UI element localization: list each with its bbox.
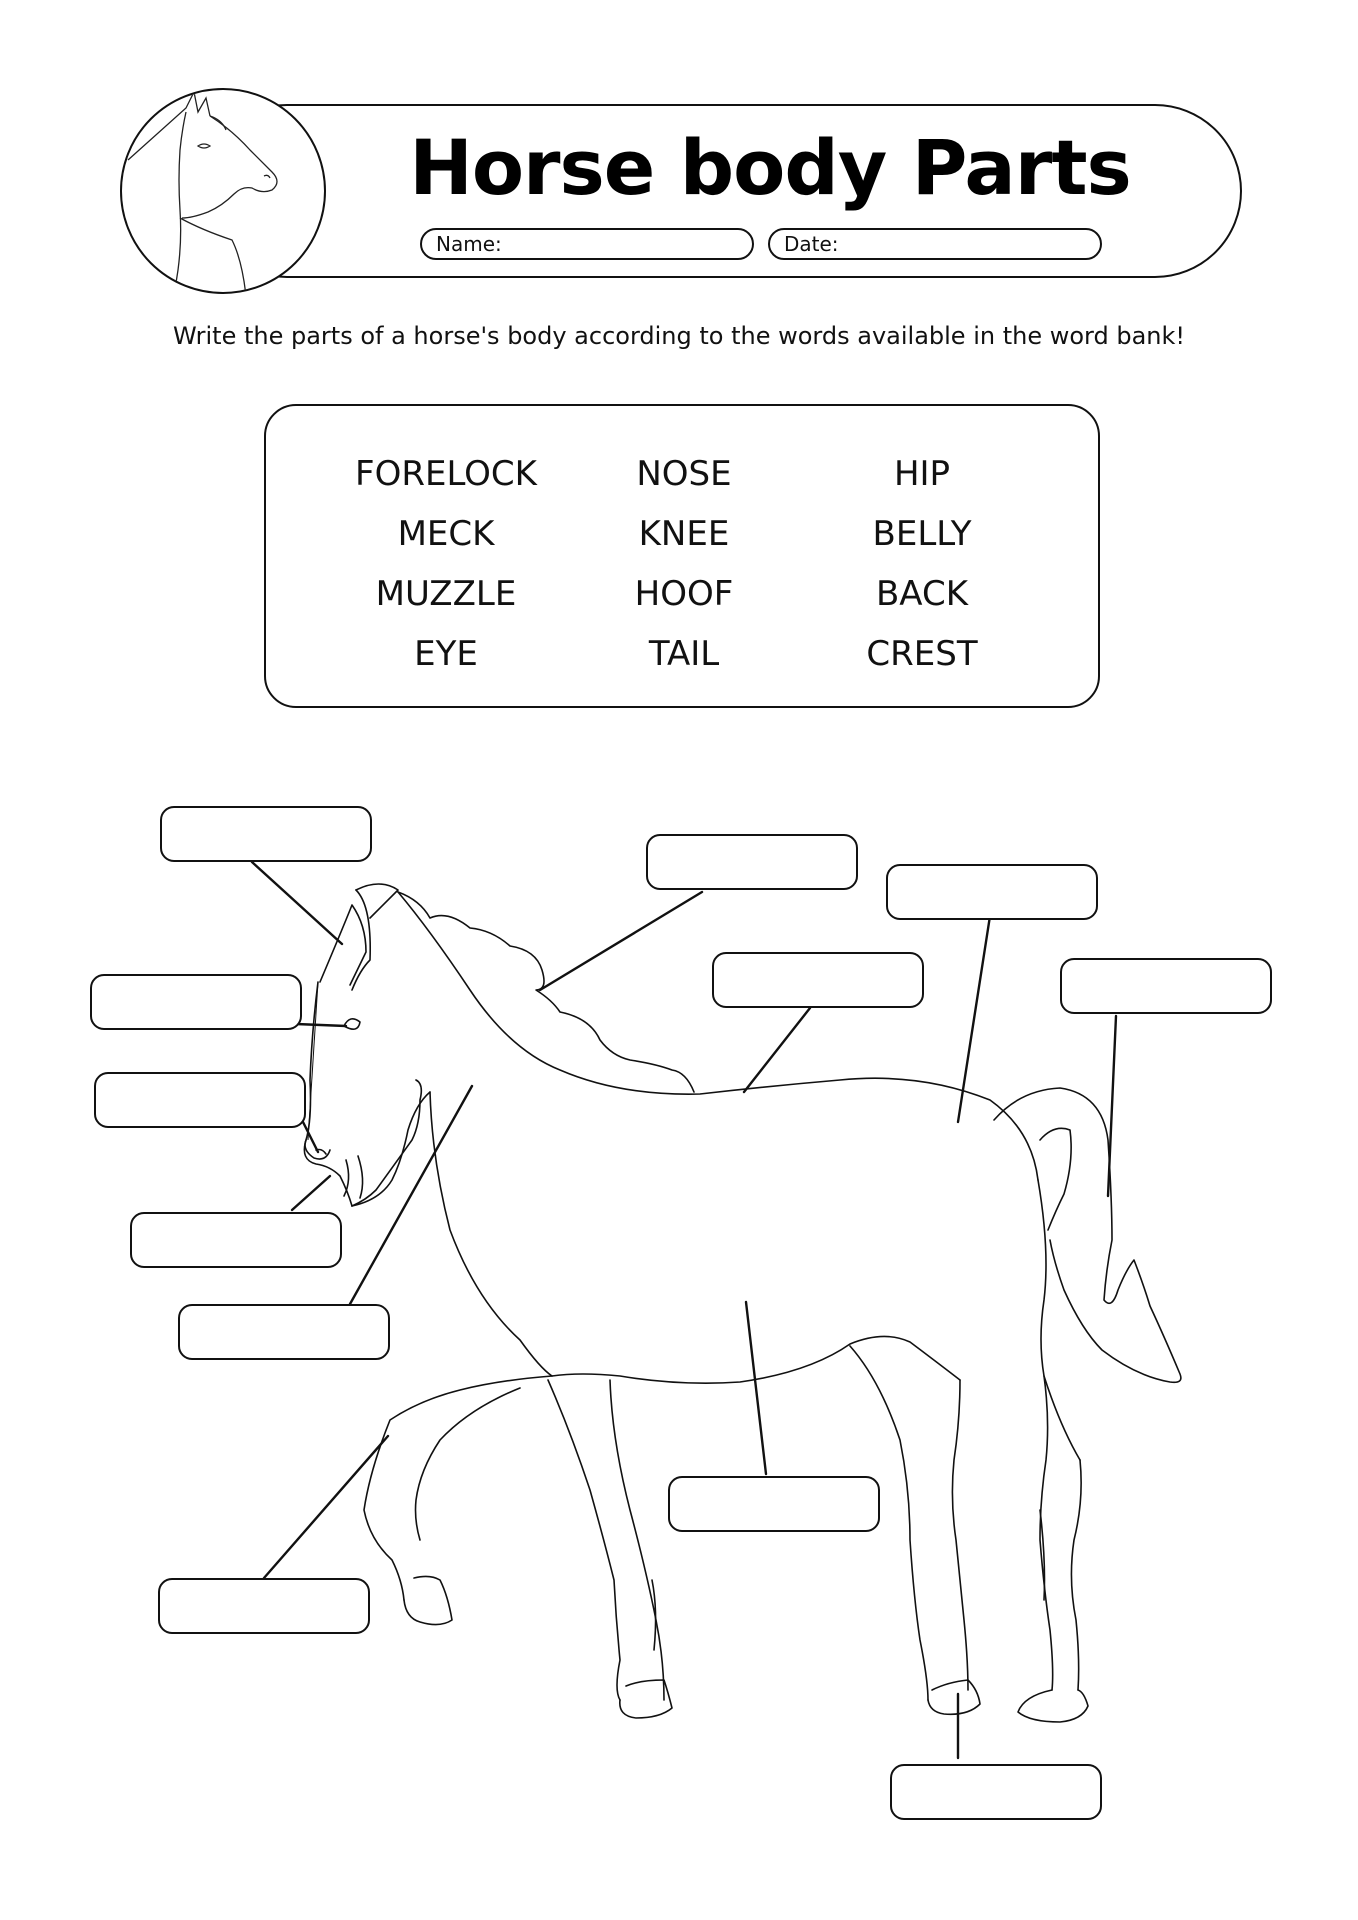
- leader-line-eye: [296, 1024, 346, 1026]
- label-box-crest[interactable]: [646, 834, 858, 890]
- word-bank-item: FORELOCK: [355, 454, 537, 494]
- date-label: Date:: [784, 232, 839, 256]
- word-bank-item: KNEE: [638, 514, 730, 554]
- label-box-nose[interactable]: [94, 1072, 306, 1128]
- label-box-back[interactable]: [712, 952, 924, 1008]
- leader-line-tail: [1108, 1016, 1116, 1196]
- leader-line-neck: [350, 1086, 472, 1304]
- label-box-belly[interactable]: [668, 1476, 880, 1532]
- word-bank-item: MECK: [397, 514, 495, 554]
- label-box-muzzle[interactable]: [130, 1212, 342, 1268]
- leader-line-muzzle: [292, 1176, 330, 1210]
- name-label: Name:: [436, 232, 502, 256]
- word-bank-item: HIP: [893, 454, 951, 494]
- word-bank-item: TAIL: [648, 634, 720, 674]
- horse-outline: [304, 884, 1181, 1722]
- label-box-hoof[interactable]: [890, 1764, 1102, 1820]
- word-bank-item: NOSE: [636, 454, 732, 494]
- page-title: Horse body Parts: [409, 123, 1131, 212]
- word-bank-item: EYE: [414, 634, 478, 674]
- label-box-eye[interactable]: [90, 974, 302, 1030]
- label-box-neck[interactable]: [178, 1304, 390, 1360]
- instruction-text: Write the parts of a horse's body according to the words available in the word bank!: [172, 322, 1186, 350]
- word-bank-item: HOOF: [634, 574, 734, 614]
- label-box-knee[interactable]: [158, 1578, 370, 1634]
- guide-lines: [308, 982, 318, 1140]
- leader-line-forelock: [252, 862, 342, 944]
- label-box-hip[interactable]: [886, 864, 1098, 920]
- word-bank-item: MUZZLE: [375, 574, 517, 614]
- leader-line-crest: [540, 892, 702, 990]
- leader-line-back: [744, 1008, 810, 1092]
- word-bank-item: BACK: [875, 574, 969, 614]
- leader-line-knee: [264, 1436, 388, 1578]
- label-box-tail[interactable]: [1060, 958, 1272, 1014]
- word-bank-item: BELLY: [872, 514, 972, 554]
- label-box-forelock[interactable]: [160, 806, 372, 862]
- leader-line-belly: [746, 1302, 766, 1474]
- word-bank-item: CREST: [866, 634, 978, 674]
- leader-line-hip: [958, 916, 990, 1122]
